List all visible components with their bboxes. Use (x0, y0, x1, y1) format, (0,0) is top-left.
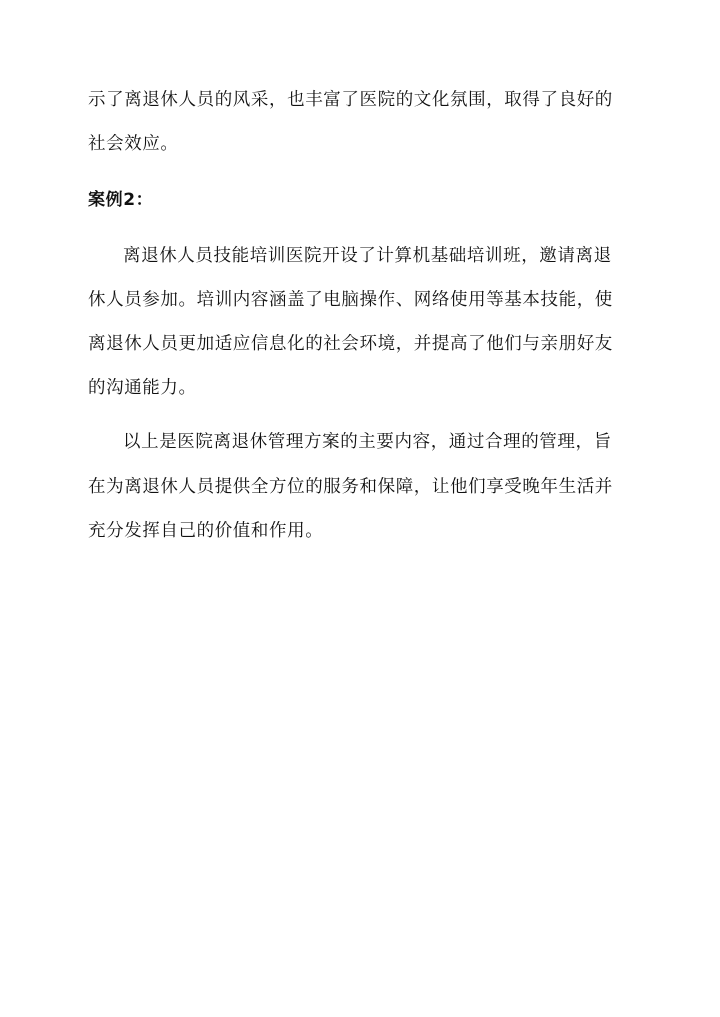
text-line: 示了离退休人员的风采，也丰富了医院的文化氛围，取得了良好的 (88, 90, 613, 110)
case-heading: 案例2： (88, 190, 154, 210)
text-line: 离退休人员更加适应信息化的社会环境，并提高了他们与亲朋好友 (88, 334, 613, 354)
text-line: 充分发挥自己的价值和作用。 (88, 521, 324, 541)
text-line: 休人员参加。培训内容涵盖了电脑操作、网络使用等基本技能，使 (88, 290, 613, 310)
text-line: 社会效应。 (88, 134, 179, 154)
text-line: 在为离退休人员提供全方位的服务和保障，让他们享受晚年生活并 (88, 477, 613, 497)
text-line: 离退休人员技能培训医院开设了计算机基础培训班，邀请离退 (123, 246, 612, 266)
text-line: 的沟通能力。 (88, 378, 197, 398)
text-line: 以上是医院离退休管理方案的主要内容，通过合理的管理，旨 (123, 432, 612, 452)
